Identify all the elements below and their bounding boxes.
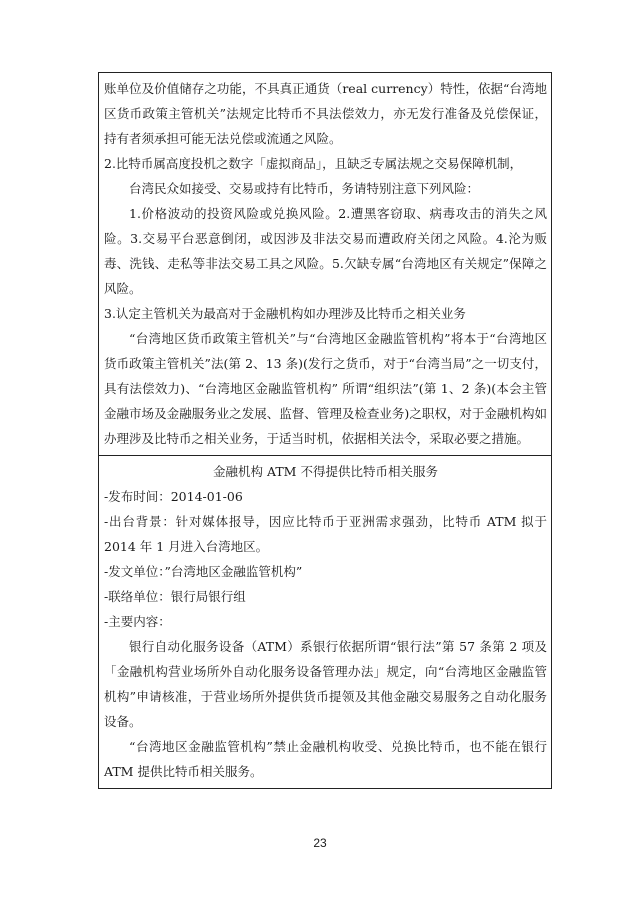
paragraph-risk-notice: 台湾民众如接受、交易或持有比特币，务请特别注意下列风险：	[129, 181, 480, 196]
heading-speculation: 2.比特币属高度投机之数字「虚拟商品」，且缺乏专属法规之交易保障机制，	[104, 156, 523, 171]
paragraph-authority: “台湾地区货币政策主管机关”与“台湾地区金融监管机构”将本于“台湾地区货币政策主管机关”法(第 2、13 条)(发行之货币，对于“台湾当局”之一切支付，具有法偿效力)、“台湾地区金融监管机构” 所谓“组织法”(第 1、2 条)(本会主管金融市场及金融服务业之发展、监督、管理及检查业务)之职权，对于金融机构如办理涉及比特币之相关业务，于适当时机，依据相关法令，采取必要之措施。	[104, 331, 547, 446]
publish-time: -发布时间：2014-01-06	[104, 489, 243, 504]
heading-authority: 3.认定主管机关为最高对于金融机构如办理涉及比特币之相关业务	[104, 306, 466, 321]
table-cell-bottom	[99, 455, 551, 788]
content-paragraph-ban: “台湾地区金融监管机构”禁止金融机构收受、兑换比特币，也不能在银行 ATM 提供比特币相关服务。	[104, 739, 547, 779]
content-paragraph-atm: 银行自动化服务设备（ATM）系银行依据所谓“银行法”第 57 条第 2 项及「金融机构营业场所外自动化服务设备管理办法」规定，向“台湾地区金融监管机构”申请核准，于营业场所外提供货币提领及其他金融交易服务之自动化服务设备。	[104, 639, 547, 729]
page-number: 23	[313, 836, 327, 850]
document-table	[98, 72, 552, 789]
table-cell-top	[99, 73, 551, 455]
section-title: 金融机构 ATM 不得提供比特币相关服务	[213, 464, 438, 479]
issuer-text: -发文单位：”台湾地区金融监管机构”	[104, 564, 303, 579]
co-unit-text: -联络单位：银行局银行组	[104, 589, 246, 604]
content-label: -主要内容：	[104, 614, 171, 629]
background-text: -出台背景：针对媒体报导，因应比特币于亚洲需求强劲，比特币 ATM 拟于 2014 年 1 月进入台湾地区。	[104, 514, 547, 554]
paragraph-bitcoin-currency: 账单位及价值储存之功能，不具真正通货（real currency）特性，依据“台湾地区货币政策主管机关”法规定比特币不具法偿效力，亦无发行准备及兑偿保证，持有者须承担可能无法兑偿或流通之风险。	[104, 81, 547, 146]
paragraph-risk-list: 1.价格波动的投资风险或兑换风险。2.遭黑客窃取、病毒攻击的消失之风险。3.交易平台恶意倒闭，或因涉及非法交易而遭政府关闭之风险。4.沦为贩毒、洗钱、走私等非法交易工具之风险。5.欠缺专属“台湾地区有关规定”保障之风险。	[104, 206, 547, 296]
